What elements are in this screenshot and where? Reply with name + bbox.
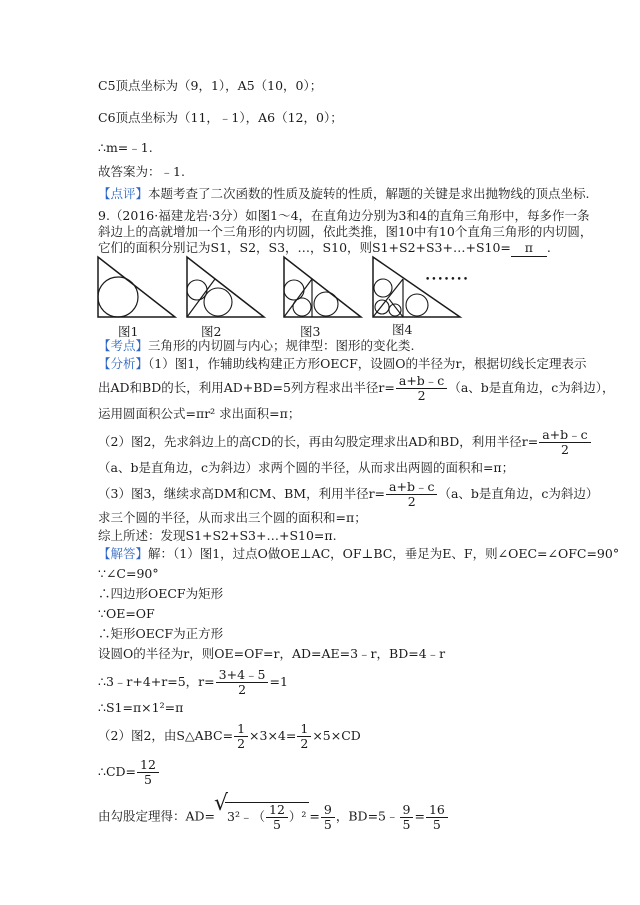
question-line: 斜边上的高就增加一个三角形的内切圆，依此类推，图10中有10个直角三角形的内切圆， xyxy=(98,224,593,239)
figure-1-caption: 图1 xyxy=(118,324,139,339)
solution-line: ∵∠C=90° xyxy=(98,566,159,581)
solution-line: 【解答】解：（1）图1，过点O做OE⊥AC，OF⊥BC，垂足为E、F，则∠OEC=∠OFC=90° xyxy=(98,546,620,561)
fraction: $\frac{a+b﹣c}{2}$ xyxy=(539,428,590,457)
analysis-line: （a、b是直角边，c为斜边）求两个圆的半径，从而求出两圆的面积和=π； xyxy=(98,460,515,475)
solution-line: ∵OE=OF xyxy=(98,606,155,621)
fraction: $\frac{1}{2}$ xyxy=(297,722,311,751)
solution-line: ∴四边形OECF为矩形 xyxy=(98,586,224,601)
text-line: C6顶点坐标为（11，﹣1），A6（12，0）； xyxy=(98,110,343,125)
text-line: C5顶点坐标为（9，1），A5（10，0）； xyxy=(98,78,323,93)
solution-line: 由勾股定理得：AD=√ 3²﹣（ $\frac{12}{5}$ ）² = $\frac{9}{5}$ ，BD=5﹣ $\frac{9}{5}$ = $\frac{16}{5}$ xyxy=(98,802,449,832)
solution-line: ∴S1=π×1²=π xyxy=(98,700,184,715)
text-line: 故答案为：﹣1. xyxy=(98,164,185,179)
dots-ellipsis: ••••••• xyxy=(425,275,470,285)
analysis-line: 运用圆面积公式=πr² 求出面积=π； xyxy=(98,406,301,421)
analysis-tag: 【分析】 xyxy=(98,356,149,371)
solution-line: ∴3﹣r+4+r=5，r= $\frac{3+4﹣5}{2}$ =1 xyxy=(98,667,288,697)
analysis-line: 【分析】（1）图1，作辅助线构建正方形OECF，设圆O的半径为r，根据切线长定理表示 xyxy=(98,356,587,371)
figure-3-caption: 图3 xyxy=(300,324,321,339)
fraction: $\frac{a+b﹣c}{2}$ xyxy=(396,374,447,403)
analysis-line: 综上所述：发现S1+S2+S3+…+S10=π. xyxy=(98,528,337,543)
solution-tag: 【解答】 xyxy=(98,546,149,561)
square-root: √ 3²﹣（ $\frac{12}{5}$ ）² xyxy=(225,802,309,832)
comment-line: 【点评】本题考查了二次函数的性质及旋转的性质，解题的关键是求出抛物线的顶点坐标. xyxy=(98,186,590,201)
figure-3 xyxy=(282,254,364,320)
answer-blank: π xyxy=(511,240,547,257)
analysis-line: （3）图3，继续求高DM和CM、BM，利用半径r= $\frac{a+b﹣c}{2}$ （a、b是直角边，c为斜边） xyxy=(98,479,599,509)
figure-1 xyxy=(96,254,178,320)
fraction: $\frac{9}{5}$ xyxy=(400,803,414,832)
solution-line: ∴CD= $\frac{12}{5}$ xyxy=(98,758,160,787)
fraction: $\frac{3+4﹣5}{2}$ xyxy=(216,668,269,697)
solution-line: （2）图2，由S△ABC= $\frac{1}{2}$ ×3×4= $\frac{1}{2}$ ×5×CD xyxy=(98,721,361,751)
solution-line: 设圆O的半径为r，则OE=OF=r，AD=AE=3﹣r，BD=4﹣r xyxy=(98,646,446,661)
question-line: 它们的面积分别记为S1，S2，S3，…，S10，则S1+S2+S3+…+S10= π . xyxy=(98,240,551,255)
figure-4 xyxy=(371,254,463,320)
figure-2 xyxy=(185,254,267,320)
point-line: 【考点】三角形的内切圆与内心；规律型：图形的变化类. xyxy=(98,338,415,353)
point-tag: 【考点】 xyxy=(98,338,149,353)
fraction: $\frac{a+b﹣c}{2}$ xyxy=(386,480,437,509)
figure-4-caption: 图4 xyxy=(392,322,413,337)
analysis-line: 求三个圆的半径，从而求出三个圆的面积和=π； xyxy=(98,510,367,525)
solution-line: ∴矩形OECF为正方形 xyxy=(98,626,224,641)
fraction: $\frac{12}{5}$ xyxy=(137,758,159,787)
fraction: $\frac{1}{2}$ xyxy=(234,722,248,751)
fraction: $\frac{12}{5}$ xyxy=(266,803,288,832)
question-line: 9.（2016·福建龙岩·3分）如图1～4，在直角边分别为3和4的直角三角形中，每多作一条 xyxy=(98,208,590,223)
text-line: ∴m=﹣1. xyxy=(98,140,153,155)
analysis-line: （2）图2，先求斜边上的高CD的长，再由勾股定理求出AD和BD，利用半径r= $\frac{a+b﹣c}{2}$ xyxy=(98,428,592,457)
fraction: $\frac{16}{5}$ xyxy=(426,803,448,832)
comment-tag: 【点评】 xyxy=(98,186,149,201)
figure-2-caption: 图2 xyxy=(201,324,222,339)
fraction: $\frac{9}{5}$ xyxy=(321,803,335,832)
analysis-line: 出AD和BD的长，利用AD+BD=5列方程求出半径r= $\frac{a+b﹣c}{2}$ （a、b是直角边，c为斜边）， xyxy=(98,373,615,403)
